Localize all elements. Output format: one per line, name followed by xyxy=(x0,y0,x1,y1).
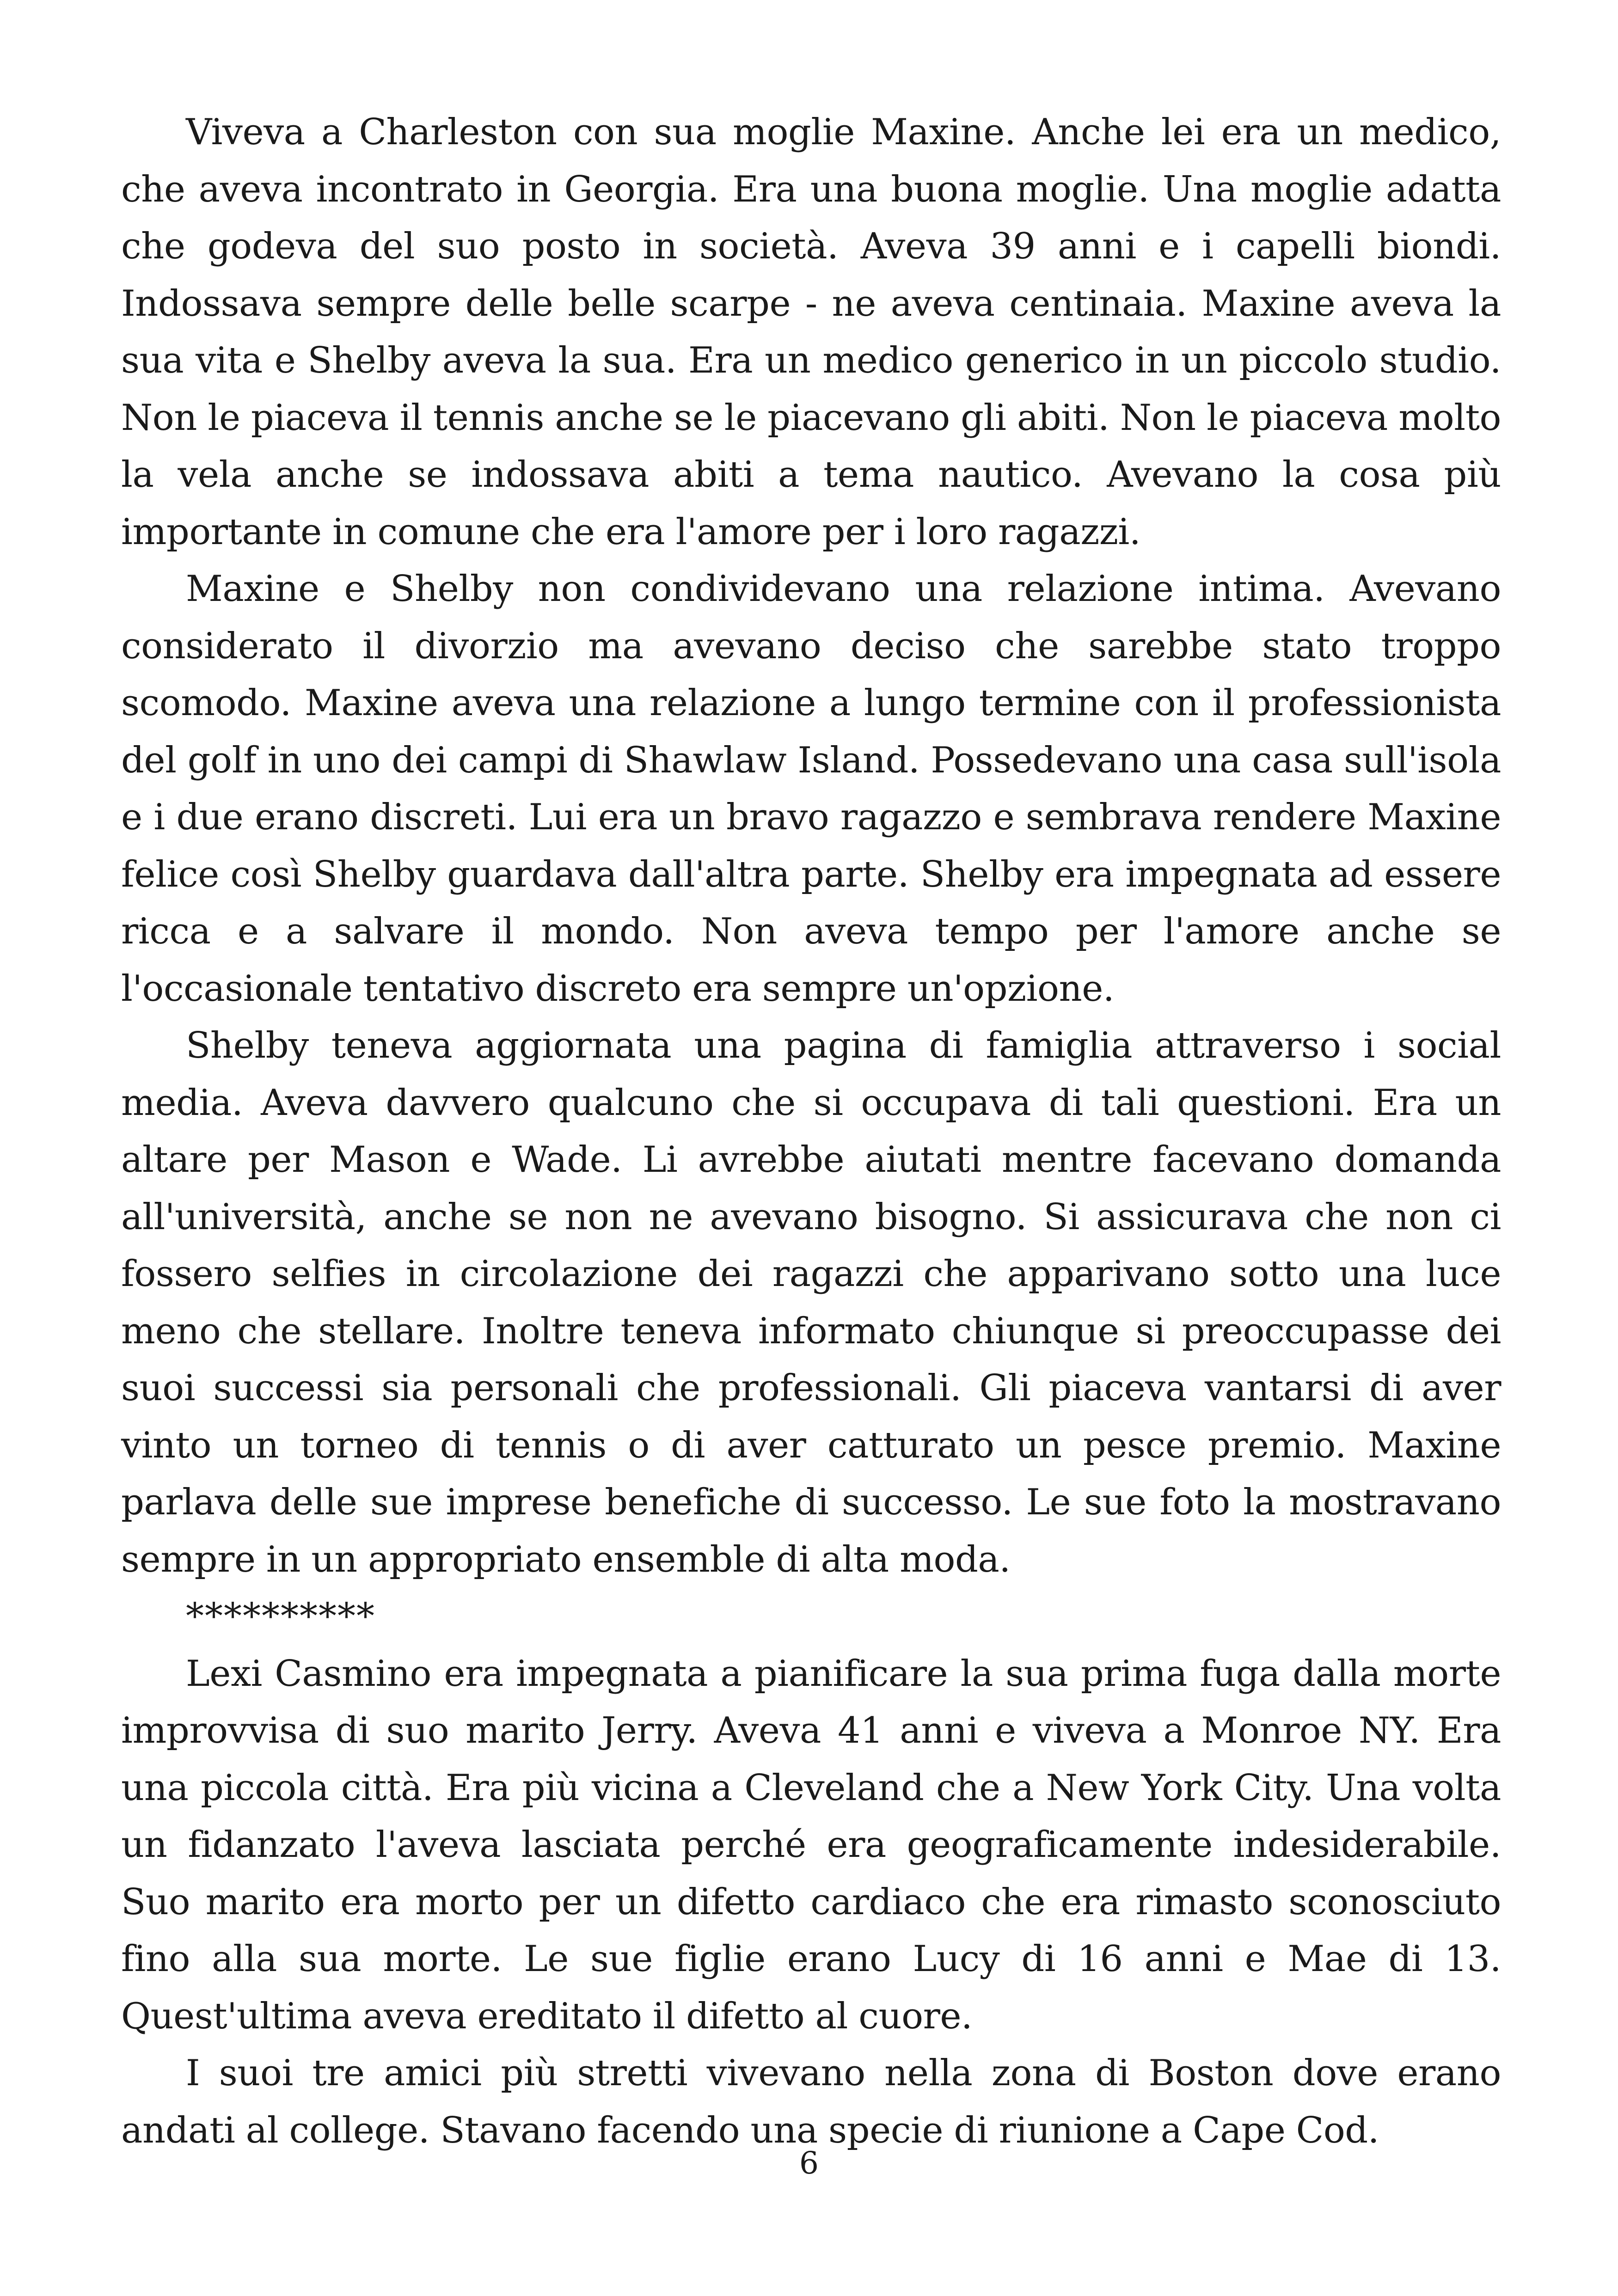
paragraph-lexi: Lexi Casmino era impegnata a pianificare la sua prima fuga dalla morte improvvisa di suo marito Jerry. Aveva 41 anni e viveva a Monroe NY. Era una piccola città. Era più vicina a Cleveland che a New York City. Una volta un fidanzato l'aveva lasciata perché era geograficamente indesiderabile. Suo marito era morto per un difetto cardiaco che era rimasto sconosciuto fino alla sua morte. Le sue figlie erano Lucy di 16 anni e Mae di 13. Quest'ultima aveva ereditato il difetto al cuore. xyxy=(121,1653,1501,2037)
paragraph-relationship: Maxine e Shelby non condividevano una relazione intima. Avevano considerato il divorzio ma avevano deciso che sarebbe stato troppo scomodo. Maxine aveva una relazione a lungo termine con il professionista del golf in uno dei campi di Shawlaw Island. Possedevano una casa sull'isola e i due erano discreti. Lui era un bravo ragazzo e sembrava rendere Maxine felice così Shelby guardava dall'altra parte. Shelby era impegnata ad essere ricca e a salvare il mondo. Non aveva tempo per l'amore anche se l'occasionale tentativo discreto era sempre un'opzione. xyxy=(121,568,1501,1010)
paragraph-friends: I suoi tre amici più stretti vivevano nella zona di Boston dove erano andati al college. Stavano facendo una specie di riunione a Cape Cod. xyxy=(121,2052,1501,2151)
paragraph-charleston: Viveva a Charleston con sua moglie Maxine. Anche lei era un medico, che aveva incontrato in Georgia. Era una buona moglie. Una moglie adatta che godeva del suo posto in società. Aveva 39 anni e i capelli biondi. Indossava sempre delle belle scarpe - ne aveva centinaia. Maxine aveva la sua vita e Shelby aveva la sua. Era un medico generico in un piccolo studio. Non le piaceva il tennis anche se le piacevano gli abiti. Non le piaceva molto la vela anche se indossava abiti a tema nautico. Avevano la cosa più importante in comune che era l'amore per i loro ragazzi. xyxy=(121,111,1501,553)
text-column xyxy=(121,104,1501,2159)
paragraph-social-media: Shelby teneva aggiornata una pagina di famiglia attraverso i social media. Aveva davvero qualcuno che si occupava di tali questioni. Era un altare per Mason e Wade. Li avrebbe aiutati mentre facevano domanda all'università, anche se non ne avevano bisogno. Si assicurava che non ci fossero selfies in circolazione dei ragazzi che apparivano sotto una luce meno che stellare. Inoltre teneva informato chiunque si preoccupasse dei suoi successi sia personali che professionali. Gli piaceva vantarsi di aver vinto un torneo di tennis o di aver catturato un pesce premio. Maxine parlava delle sue imprese benefiche di successo. Le sue foto la mostravano sempre in un appropriato ensemble di alta moda. xyxy=(121,1025,1501,1580)
page-number: 6 xyxy=(799,2145,819,2181)
scene-separator: ********** xyxy=(186,1596,375,1637)
